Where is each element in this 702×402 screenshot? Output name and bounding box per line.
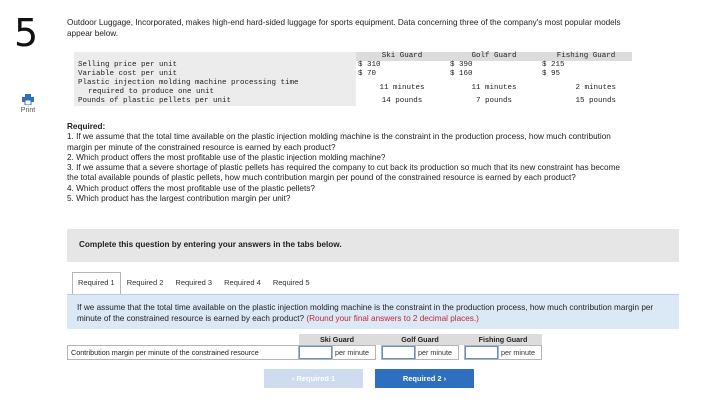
cell-value: $ 160 (450, 70, 473, 78)
unit-label: per minute (333, 345, 376, 359)
cell-value: $ 70 (358, 70, 377, 78)
tab-required-1[interactable]: Required 1 (72, 272, 121, 294)
answer-header-blank (68, 334, 299, 345)
required-item: 5. Which product has the largest contribution margin per unit? (67, 194, 291, 204)
tab-required-3[interactable]: Required 3 (169, 272, 218, 294)
question-number: 5 (14, 11, 39, 55)
unit-label: per minute (499, 345, 542, 359)
row-label: Selling price per unit (74, 61, 356, 70)
row-label-continued: required to produce one unit (74, 88, 356, 97)
answer-header-ski-guard: Ski Guard (299, 334, 376, 345)
table-row (68, 345, 542, 359)
table-row (74, 61, 632, 70)
cell-value: $ 215 (542, 61, 565, 69)
required-heading: Required: (67, 122, 106, 131)
product-data-table (74, 52, 632, 106)
cell-value: 14 pounds (381, 97, 423, 105)
instruction-bar: Complete this question by entering your answers in the tabs below. (67, 229, 679, 262)
golf-guard-input[interactable] (382, 346, 415, 359)
cell-value: 7 pounds (475, 97, 512, 105)
answer-row-label: Contribution margin per minute of the constrained resource (68, 345, 299, 359)
row-label: Variable cost per unit (74, 70, 356, 79)
required-item: 4. Which product offers the most profitable use of the plastic pellets? (67, 183, 315, 193)
tab-required-2[interactable]: Required 2 (121, 272, 170, 294)
table-row (74, 97, 632, 106)
prev-required-button[interactable]: ‹ Required 1 (264, 369, 363, 388)
required-section (67, 122, 633, 204)
required-item: 1. If we assume that the total time available on the plastic injection molding machine is the constraint in the production process, how much contribution margin per minute of the constrained resource is earned by each product? (67, 132, 611, 152)
required-item: 3. If we assume that a severe shortage of plastic pellets has required the company to cut back its production so much that its new constraint has become the total available pounds of plastic pellets, how much contribution margin per pound of the constrained resource is earned by each product? (67, 163, 620, 183)
table-header-blank (74, 52, 356, 61)
cell-value: $ 95 (542, 70, 561, 78)
column-header-fishing-guard: Fishing Guard (540, 52, 632, 61)
required-item: 2. Which product offers the most profitable use of the plastic injection molding machine? (67, 152, 386, 162)
answer-cell (299, 345, 333, 359)
ski-guard-input[interactable] (299, 346, 332, 359)
panel-hint: (Round your final answers to 2 decimal places.) (306, 313, 479, 323)
question-intro: Outdoor Luggage, Incorporated, makes high-end hard-sided luggage for sports equipment. Data concerning three of the company's most popular models appear below. (67, 18, 621, 38)
column-header-golf-guard: Golf Guard (448, 52, 540, 61)
panel-text: If we assume that the total time available on the plastic injection molding machine is the constraint in the production process, how much contribution margin per minute of the constrained resource is earned by each product? (77, 303, 654, 323)
next-required-button[interactable]: Required 2 › (375, 369, 474, 388)
cell-value: $ 390 (450, 61, 473, 69)
fishing-guard-input[interactable] (465, 346, 498, 359)
column-header-ski-guard: Ski Guard (356, 52, 448, 61)
print-label: Print (20, 107, 36, 114)
unit-label: per minute (416, 345, 459, 359)
required-tabs (72, 272, 316, 294)
row-label: Pounds of plastic pellets per unit (74, 97, 356, 106)
table-row (74, 79, 632, 88)
cell-value: 11 minutes (379, 83, 425, 92)
print-button[interactable] (16, 94, 40, 114)
answer-header-fishing-guard: Fishing Guard (465, 334, 542, 345)
cell-value: 2 minutes (575, 83, 616, 92)
printer-icon (22, 94, 34, 105)
tab-required-5[interactable]: Required 5 (267, 272, 316, 294)
tab-required-4[interactable]: Required 4 (218, 272, 267, 294)
cell-value: $ 310 (358, 61, 381, 69)
row-label: Plastic injection molding machine processing time (74, 79, 356, 88)
cell-value: 15 pounds (575, 97, 616, 105)
answer-table (67, 334, 542, 360)
answer-cell (465, 345, 499, 359)
answer-header-golf-guard: Golf Guard (382, 334, 459, 345)
cell-value: 11 minutes (471, 83, 517, 92)
question-panel (67, 294, 679, 329)
answer-cell (382, 345, 416, 359)
table-row (74, 70, 632, 79)
